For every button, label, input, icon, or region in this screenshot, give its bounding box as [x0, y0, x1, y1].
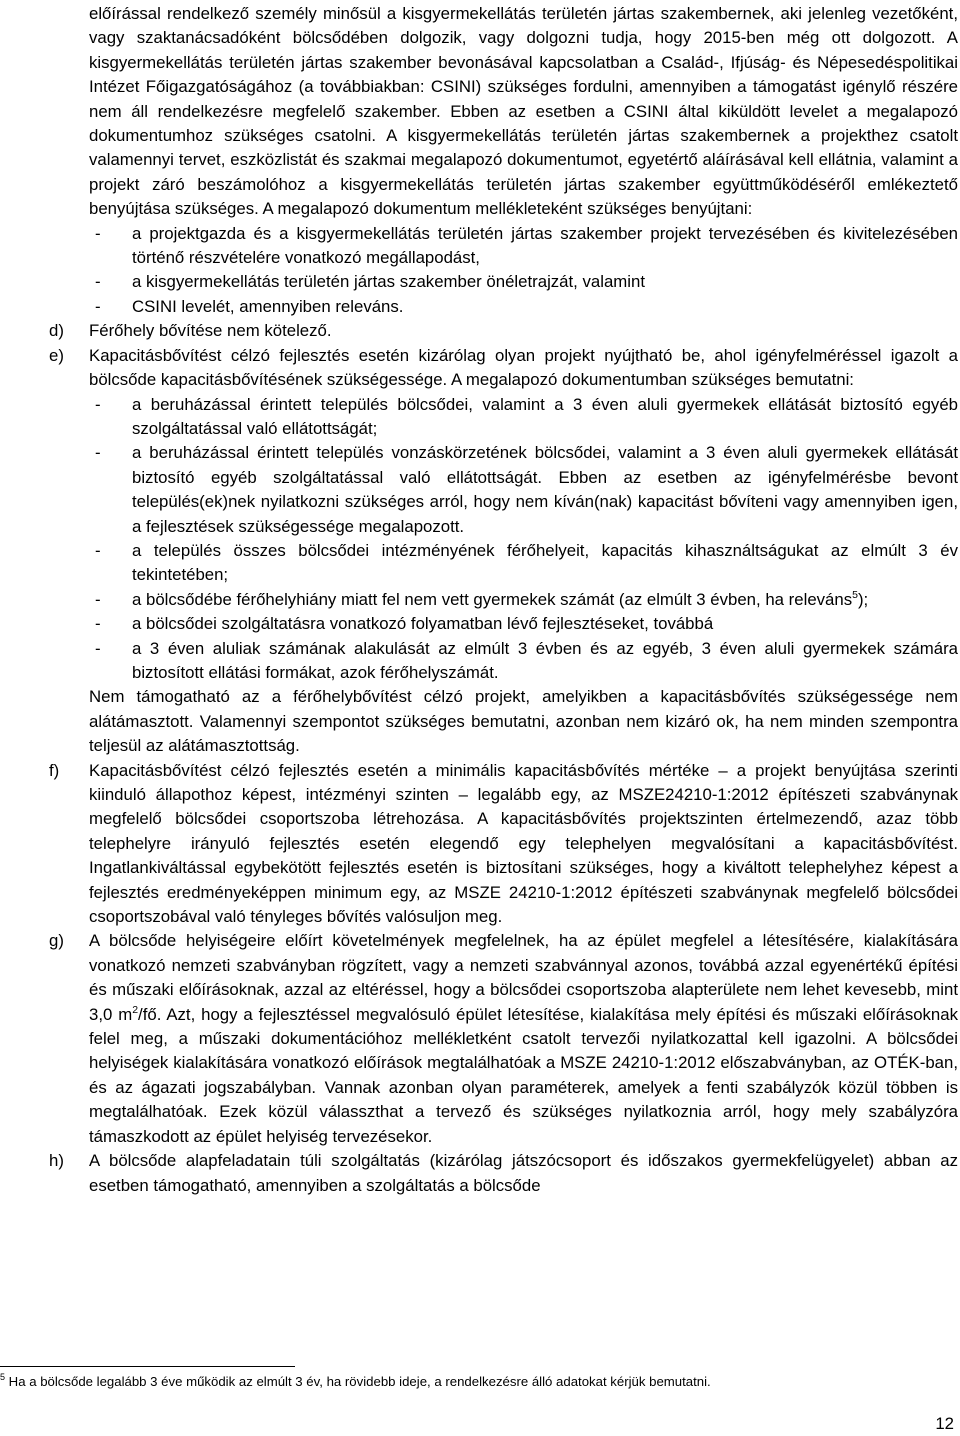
list-item-text-end: ); [857, 589, 869, 609]
item-e [49, 344, 958, 759]
list-item-text: a 3 éven aluliak számának alakulását az elmúlt 3 évben és az egyéb, 3 éven aluli gyermekek számára biztosított ellátási formákat, azok férőhelyszámát. [132, 638, 958, 682]
item-text-part: A bölcsőde helyiségeire előírt követelmények megfelelnek, ha az épület megfelel a létesítésére, kialakítására vonatkozó nemzeti szabványban rögzített, vagy a nemzeti szabvánnyal azonos, továbbá azzal egyenértékű építési és műszaki előírásoknak, azzal az eltéréssel, hogy a bölcsődei csoportszoba alapterülete nem lehet kevesebb, mint 3,0 m [89, 931, 958, 1024]
list-item-text: a beruházással érintett település vonzáskörzetének bölcsődei, valamint a 3 éven aluli gyermekek ellátását biztosító egyéb szolgáltatással való ellátottságát. Ebben az esetben az igényfelmérésbe bevont település(ek)nek nyilatkozni szükséges arról, hogy nem kíván(nak) kapacitást bővíteni vagy amennyiben igen, a fejlesztések szükségessége megalapozott. [132, 443, 958, 536]
item-text-part: /fő. Azt, hogy a fejlesztéssel megvalósuló épület létesítése, kialakítása mely építési és műszaki előírásoknak felel meg, a műszaki dokumentációhoz mellékletként csatolt tervezői nyilatkozattal kell igazolni. A bölcsődei helyiségek kialakítására vonatkozó előírások megtalálhatóak a MSZE 24210-1:2012 előszabványban, az OTÉK-ban, és az ágazati jogszabályban. Vannak azonban olyan paraméterek, amelyek a fenti szabályzók közül többen is megtalálhatóak. Ezek közül válasszthat a tervező és szükséges nyilatkoznia arról, hogy mely szabályzóra támaszkodott az épület helyiség tervezésekor. [89, 1004, 958, 1146]
list-item [89, 612, 958, 636]
item-closing-text: Nem támogatható az a férőhelybővítést célzó projekt, amelyikben a kapacitásbővítés szükségessége nem alátámasztott. Valamennyi szempontot szükséges bemutatni, azonban nem kizáró ok, ha nem minden szempontra teljesül az alátámasztottság. [89, 687, 958, 756]
list-item-text: a projektgazda és a kisgyermekellátás területén jártas szakember projekt tervezésében és kivitelezésében történő részvételére vonatkozó megállapodást, [132, 223, 958, 268]
footnote-divider [0, 1366, 295, 1367]
list-item [89, 295, 958, 319]
intro-paragraph: előírással rendelkező személy minősül a kisgyermekellátás területén jártas szakembernek, aki jelenleg vezetőként, vagy szaktanácsadóként bölcsődében dolgozik, vagy dolgozni tudja, hogy 2015-ben még ott dolgozott. A kisgyermekellátás területén jártas szakember bevonásával kapcsolatban a Család-, Ifjúság- és Népesedéspolitikai Intézet Főigazgatóságához (a továbbiakban: CSINI) szükséges fordulni, amennyiben a támogatást igénylő részére nem áll rendelkezésre megfelelő szakember. Ebben az esetben a CSINI által kiküldött levelet a megalapozó dokumentumhoz szükséges csatolni. A kisgyermekellátás területén jártas szakembernek a projekthez csatolt valamennyi tervet, eszközlistát és szakmai megalapozó dokumentumot, egyetértő aláírásával kell ellátnia, valamint a projekt záró beszámolóhoz a kisgyermekellátás területén jártas szakember együttműködéséről emlékeztető benyújtása szükséges. A megalapozó dokumentum mellékleteként szükséges benyújtani: [89, 4, 958, 219]
list-item [89, 637, 958, 686]
item-d [49, 319, 958, 343]
intro-bullet-list [89, 222, 958, 320]
list-item-text: a bölcsődébe férőhelyhiány miatt fel nem vett gyermekek számát (az elmúlt 3 évben, ha releváns [132, 589, 853, 609]
item-text: Férőhely bővítése nem kötelező. [89, 321, 332, 341]
bullet-dash: - [95, 443, 101, 463]
item-label: g) [49, 931, 64, 951]
item-text: Kapacitásbővítést célzó fejlesztés esetén kizárólag olyan projekt nyújtható be, ahol igényfelméréssel igazolt a bölcsőde kapacitásbővítésének szükségessége. A megalapozó dokumentumban szükséges bemutatni: [89, 345, 958, 390]
document-body [49, 2, 958, 1198]
item-text [89, 929, 958, 1149]
item-text: Kapacitásbővítést célzó fejlesztés esetén a minimális kapacitásbővítés mértéke – a projekt benyújtása szerinti kiinduló állapothoz képest, intézményi szinten – legalább egy, az MSZE24210-1:2012 építészeti szabványnak megfelelő bölcsődei csoportszoba létrehozása. A kapacitásbővítés projektszinten értelmezendő, azaz több telephelyre irányuló fejlesztés esetén elegendő egy telephelyen megvalósítani a kapacitásbővítést. Ingatlankiváltással egybekötött fejlesztés esetén is biztosítani szükséges, hogy a kiváltott telephelyhez képest a fejlesztés eredményeképpen minimum egy, az MSZE 24210-1:2012 építészeti szabványnak megfelelő bölcsődei csoportszobával való tényleges bővítés valósuljon meg. [89, 760, 958, 927]
superscript: 2 [132, 1003, 139, 1016]
item-label: h) [49, 1151, 64, 1171]
list-item-text: a beruházással érintett település bölcsődei, valamint a 3 éven aluli gyermekek ellátását biztosító egyéb szolgáltatással való ellátottságát; [132, 394, 958, 438]
bullet-dash: - [95, 223, 101, 243]
bullet-dash: - [95, 272, 101, 292]
list-item [89, 539, 958, 588]
footnote-number: 5 [0, 1372, 6, 1382]
list-item-text: a település összes bölcsődei intézményének férőhelyeit, kapacitás kihasználtságukat az elmúlt 3 év tekintetében; [132, 540, 958, 585]
item-f [49, 759, 958, 930]
list-item [89, 270, 958, 294]
list-item [89, 222, 958, 271]
footnote [0, 1373, 958, 1391]
footnote-reference[interactable]: 5 [852, 588, 858, 601]
list-item-text: a bölcsődei szolgáltatásra vonatkozó folyamatban lévő fejlesztéseket, továbbá [132, 614, 714, 634]
item-label: e) [49, 345, 64, 365]
list-item-text: a kisgyermekellátás területén jártas szakember önéletrajzát, valamint [132, 272, 645, 292]
footnote-text: Ha a bölcsőde legalább 3 éve működik az elmúlt 3 év, ha rövidebb ideje, a rendelkezésre álló adatokat kérjük bemutatni. [5, 1374, 711, 1389]
bullet-dash: - [95, 614, 101, 634]
list-item [89, 588, 958, 612]
item-text: A bölcsőde alapfeladatain túli szolgáltatás (kizárólag játszócsoport és időszakos gyermekfelügyelet) abban az esetben támogatható, amennyiben a szolgáltatás a bölcsőde [89, 1151, 958, 1195]
item-label: d) [49, 321, 64, 341]
bullet-dash: - [95, 296, 101, 316]
list-item [89, 441, 958, 539]
list-item-text: CSINI levelét, amennyiben releváns. [132, 296, 404, 316]
page-number: 12 [935, 1414, 954, 1433]
item-g [49, 929, 958, 1149]
item-e-bullet-list [89, 393, 958, 686]
list-item [89, 393, 958, 442]
bullet-dash: - [95, 394, 101, 414]
item-h [49, 1149, 958, 1198]
bullet-dash: - [95, 638, 101, 658]
item-label: f) [49, 760, 60, 780]
bullet-dash: - [95, 589, 101, 609]
bullet-dash: - [95, 540, 101, 560]
